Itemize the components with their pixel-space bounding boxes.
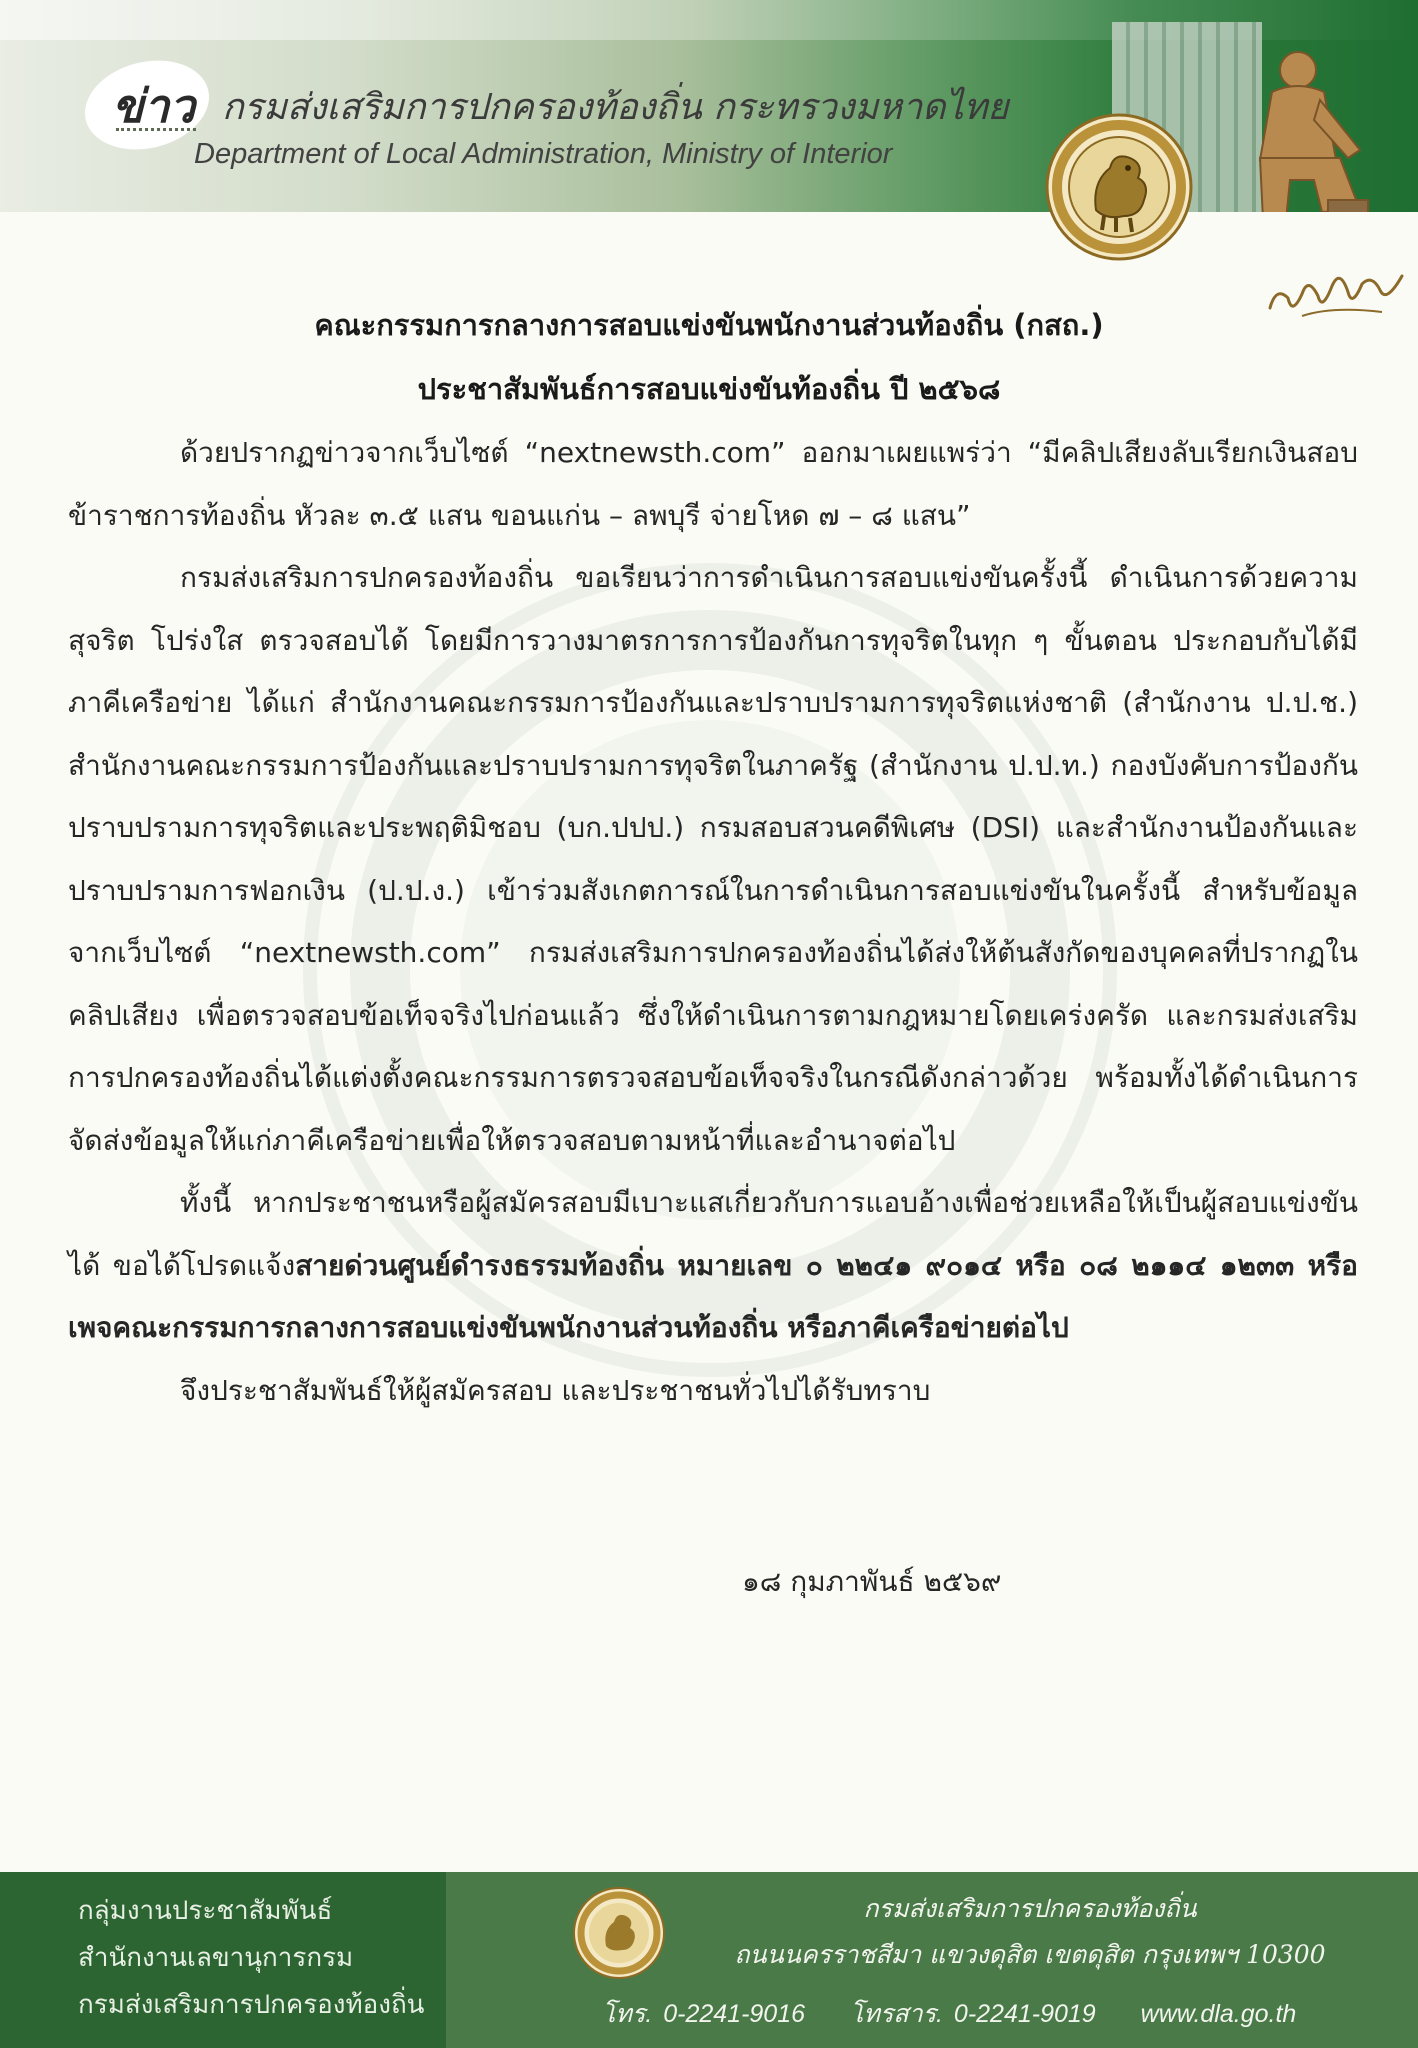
footer-contact	[602, 1994, 1330, 2034]
paragraph-closing: จึงประชาสัมพันธ์ให้ผู้สมัครสอบ และประชาชนทั่วไปได้รับทราบ	[180, 1373, 931, 1407]
footer-unit-info	[78, 1888, 424, 2029]
footer-unit-line1: กลุ่มงานประชาสัมพันธ์	[78, 1896, 333, 1926]
paragraph-intro: ด้วยปรากฏข่าวจากเว็บไซต์ “nextnewsth.com” ออกมาเผยแพร่ว่า “มีคลิปเสียงลับเรียกเงินสอบข้าราชการท้องถิ่น หัวละ ๓.๕ แสน ขอนแก่น – ลพบุรี จ่ายโหด ๗ – ๘ แสน”	[68, 436, 1358, 532]
paragraph-response: กรมส่งเสริมการปกครองท้องถิ่น ขอเรียนว่าการดำเนินการสอบแข่งขันครั้งนี้ ดำเนินการด้วยความสุจริต โปร่งใส ตรวจสอบได้ โดยมีการวางมาตรการการป้องกันการทุจริตในทุก ๆ ขั้นตอน ประกอบกับได้มีภาคีเครือข่าย ได้แก่ สำนักงานคณะกรรมการป้องกันและปราบปรามการทุจริตแห่งชาติ (สำนักงาน ป.ป.ช.) สำนักงานคณะกรรมการป้องกันและปราบปรามการทุจริตในภาครัฐ (สำนักงาน ป.ป.ท.) กองบังคับการป้องกันปราบปรามการทุจริตและประพฤติมิชอบ (บก.ปปป.) กรมสอบสวนคดีพิเศษ (DSI) และสำนักงานป้องกันและปราบปรามการฟอกเงิน (ป.ป.ง.) เข้าร่วมสังเกตการณ์ในการดำเนินการสอบแข่งขันในครั้งนี้ สำหรับข้อมูลจากเว็บไซต์ “nextnewsth.com” กรมส่งเสริมการปกครองท้องถิ่นได้ส่งให้ต้นสังกัดของบุคคลที่ปรากฏในคลิปเสียง เพื่อตรวจสอบข้อเท็จจริงไปก่อนแล้ว ซึ่งให้ดำเนินการตามกฎหมายโดยเคร่งครัด และกรมส่งเสริมการปกครองท้องถิ่นได้แต่งตั้งคณะกรรมการตรวจสอบข้อเท็จจริงในกรณีดังกล่าวด้วย พร้อมทั้งได้ดำเนินการจัดส่งข้อมูลให้แก่ภาคีเครือข่ายเพื่อให้ตรวจสอบตามหน้าที่และอำนาจต่อไป	[68, 561, 1358, 1157]
footer-fax: โทรสาร. 0-2241-9019	[849, 2000, 1096, 2028]
footer-org-name: กรมส่งเสริมการปกครองท้องถิ่น	[863, 1894, 1197, 1923]
news-label-underline	[116, 128, 196, 131]
document-body	[68, 422, 1358, 1422]
footer	[0, 1872, 1418, 2048]
department-title-english: Department of Local Administration, Ministry of Interior	[194, 138, 893, 170]
footer-website-link[interactable]: www.dla.go.th	[1140, 2000, 1297, 2028]
footer-address: ถนนนครราชสีมา แขวงดุสิต เขตดุสิต กรุงเทพฯ 10300	[734, 1940, 1326, 1969]
hotline-info: สายด่วนศูนย์ดำรงธรรมท้องถิ่น หมายเลข ๐ ๒๒๔๑ ๙๐๑๔ หรือ ๐๘ ๒๑๑๔ ๑๒๓๓ หรือเพจคณะกรรมการกลางการสอบแข่งขันพนักงานส่วนท้องถิ่น หรือภาคีเครือข่ายต่อไป	[68, 1248, 1358, 1344]
paragraph-hotline	[68, 1172, 1358, 1360]
document-subtitle: ประชาสัมพันธ์การสอบแข่งขันท้องถิ่น ปี ๒๕๖๘	[417, 372, 1001, 406]
footer-unit-line2: สำนักงานเลขานุการกรม	[78, 1943, 354, 1973]
statue-image	[1210, 40, 1380, 212]
footer-unit-panel	[0, 1872, 446, 2048]
news-label: ข่าว	[112, 79, 196, 133]
document-date: ๑๘ กุมภาพันธ์ ๒๕๖๙	[742, 1565, 1002, 1598]
footer-unit-line3: กรมส่งเสริมการปกครองท้องถิ่น	[78, 1990, 425, 2020]
header-banner	[0, 0, 1418, 212]
document-title: คณะกรรมการกลางการสอบแข่งขันพนักงานส่วนท้องถิ่น (กสถ.)	[314, 308, 1104, 342]
department-title-thai: กรมส่งเสริมการปกครองท้องถิ่น กระทรวงมหาดไทย	[222, 87, 1009, 128]
footer-phone: โทร. 0-2241-9016	[602, 2000, 806, 2028]
paragraph-hotline-text: ทั้งนี้ หากประชาชนหรือผู้สมัครสอบมีเบาะแสเกี่ยวกับการแอบอ้างเพื่อช่วยเหลือให้เป็นผู้สอบแข่งขันได้ ขอได้โปรดแจ้ง	[68, 1186, 1358, 1282]
footer-seal-icon	[572, 1886, 666, 1980]
footer-org-info	[680, 1886, 1380, 1978]
department-seal-icon	[1044, 112, 1194, 262]
